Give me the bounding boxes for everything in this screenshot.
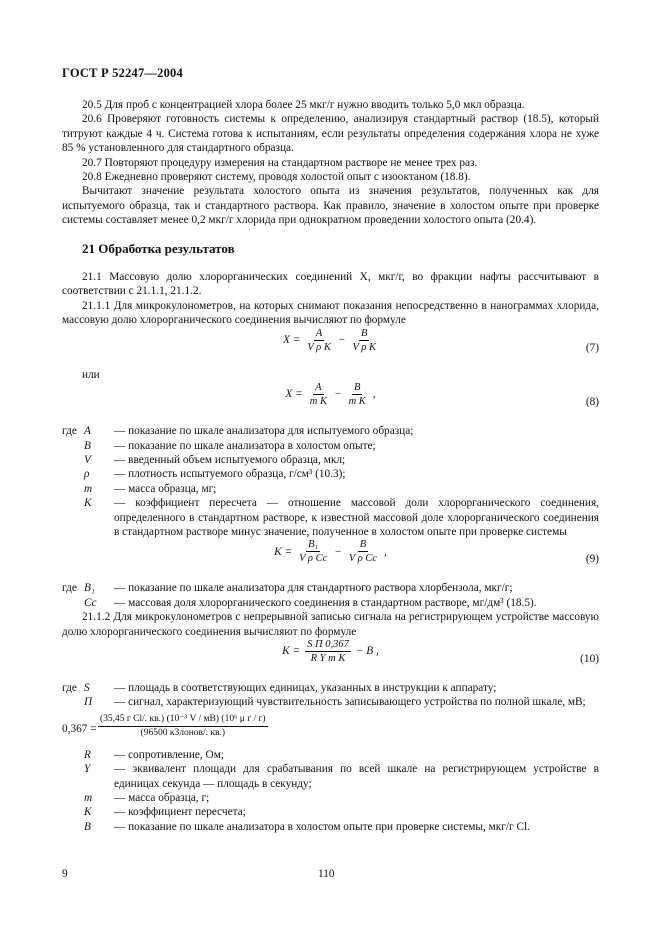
where-word: где (62, 582, 77, 595)
definition-text: — сигнал, характеризующий чувствительность записывающего устройства по полной шкале, мВ; (114, 696, 586, 709)
formula-constant-0367 (62, 712, 599, 746)
definition-symbol (62, 681, 114, 695)
fraction (305, 328, 333, 353)
definition-item (62, 748, 599, 762)
formula-10 (62, 639, 599, 679)
fraction (305, 639, 351, 664)
symbol: Cс (84, 596, 97, 609)
definition-item (62, 439, 599, 453)
denominator: V ρ K (307, 341, 331, 353)
definition-text: — показание по шкале анализатора для стандартного раствора хлорбензола, мкг/г; (114, 582, 513, 595)
symbol: V (84, 453, 91, 466)
numerator: B (361, 327, 368, 339)
or-word: или (82, 368, 100, 381)
formula-tail: , (372, 388, 376, 401)
definition-text: — масса образца, г; (114, 792, 210, 804)
formula-lhs: X = (282, 333, 301, 346)
paragraph: 20.8 Ежедневно проверяют систему, проводя холостой опыт с изооктаном (18.8). (82, 171, 471, 184)
symbol: m (84, 482, 93, 495)
formula-number: (9) (585, 553, 599, 566)
operator: − (334, 545, 342, 558)
symbol: S (84, 681, 90, 694)
definition-text: — эквивалент площади для срабатывания по всей шкале на регистрирующем устройстве в единицах секунда — площадь в секунду; (114, 763, 599, 790)
definition-item (62, 482, 599, 496)
definition-symbol (62, 805, 114, 819)
definition-item (62, 453, 599, 467)
formula-lhs: K = (282, 645, 301, 658)
symbol: B₁ (84, 582, 95, 595)
section-title: 21 Обработка результатов (82, 240, 235, 256)
definitions-list-3 (62, 681, 599, 710)
symbol: Y (84, 763, 91, 776)
symbol: R (84, 748, 91, 761)
numerator: B (353, 382, 361, 394)
paragraph: 20.7 Повторяют процедуру измерения на стандартном растворе не менее трех раз. (82, 156, 478, 169)
symbol: B (84, 439, 91, 452)
formula-lhs: 0,367 = (62, 722, 97, 735)
fraction (98, 714, 268, 739)
fraction (350, 328, 378, 353)
symbol: A (84, 425, 91, 438)
definition-text: — показание по шкале анализатора в холостом опыте при проверке системы, мкг/г Cl. (114, 820, 531, 833)
definition-text: — плотность испытуемого образца, г/см³ (10.3); (114, 468, 346, 481)
formula-number: (8) (585, 395, 599, 408)
formula-number: (10) (580, 652, 599, 665)
definition-symbol (62, 791, 114, 805)
definition-symbol (62, 695, 114, 709)
top-paragraphs (62, 98, 599, 228)
numerator: B (359, 539, 367, 551)
definition-symbol (62, 424, 114, 438)
formula-7 (62, 328, 599, 368)
definition-symbol (62, 820, 114, 834)
numerator: A (315, 327, 323, 339)
numerator: B₁ (308, 539, 319, 551)
formula-8 (62, 382, 599, 422)
definition-symbol (62, 581, 114, 595)
paragraph: Вычитают значение результата холостого опыта из значения результатов, полученных как для испытуемого образца, так и стандартного раствора. Как правило, значение в холостом опыте при проверке системы составляет менее 0,2 мкг/г хлорида при однократном проведении холостого опыта (20.4). (62, 185, 599, 227)
fraction (347, 539, 379, 564)
where-word: где (62, 681, 77, 694)
definition-item (62, 695, 599, 709)
numerator: A (315, 382, 322, 394)
definition-text: — масса образца, мг; (114, 482, 217, 495)
definition-item (62, 496, 599, 539)
symbol: B (84, 820, 91, 833)
operator: − (333, 388, 342, 401)
fraction (347, 382, 368, 407)
symbol: K (84, 806, 92, 819)
denominator: R Y m K (310, 652, 346, 664)
standard-code-header: ГОСТ Р 52247—2004 (62, 66, 183, 80)
paragraph-21-1: 21.1 Массовую долю хлорорганических соединений X, мкг/г, во фракции нафты рассчитывают в соответствии с 21.1.1, 21.1.2. (62, 271, 599, 298)
definition-text: — введенный объем испытуемого образца, мкл; (114, 453, 346, 466)
denominator: V ρ Cс (348, 553, 378, 565)
definition-item (62, 762, 599, 791)
operator: − (337, 333, 346, 346)
denominator: m K (348, 396, 366, 408)
page-number-left: 9 (62, 868, 68, 880)
symbol: П (84, 696, 93, 709)
definitions-list-2 (62, 581, 599, 610)
document-body (62, 98, 599, 834)
denominator: V ρ K (352, 341, 377, 353)
definition-symbol (62, 482, 114, 496)
formula-9 (62, 539, 599, 579)
symbol: ρ (84, 468, 90, 481)
definition-text: — коэффициент пересчета; (114, 806, 246, 819)
definition-item (62, 424, 599, 438)
definition-text: — массовая доля хлорорганического соединения в стандартном растворе, мг/дм³ (18.5). (114, 596, 537, 609)
definition-text: — показание по шкале анализатора для испытуемого образца; (114, 425, 414, 438)
definition-text: — площадь в соответствующих единицах, указанных в инструкции к аппарату; (114, 681, 497, 694)
denominator: V ρ Cс (299, 553, 328, 565)
formula-number: (7) (585, 341, 599, 354)
paragraph-21-1-1: 21.1.1 Для микрокулонометров, на которых снимают показания непосредственно в нанограммах хлорида, массовую долю хлорорганического соединения вычисляют по формуле (62, 299, 599, 327)
definition-item (62, 581, 599, 595)
definitions-list-1 (62, 424, 599, 539)
where-word: где (62, 425, 77, 438)
definition-symbol (62, 439, 114, 453)
definition-symbol (62, 762, 114, 791)
fraction (308, 382, 329, 407)
symbol: m (84, 792, 93, 804)
formula-tail: , (384, 545, 387, 558)
operator: − B , (355, 645, 379, 658)
definition-item (62, 791, 599, 805)
definition-symbol (62, 748, 114, 762)
definition-item (62, 596, 599, 610)
paragraph: 20.6 Проверяют готовность системы к определению, анализируя стандартный раствор (18.5), который титруют каждые 4 ч. Система готова к испытаниям, если результаты определения содержания хлора не хуже 85 % установленного для стандартного образца. (62, 113, 599, 155)
definition-text: — показание по шкале анализатора в холостом опыте; (114, 439, 376, 452)
definitions-list-4 (62, 748, 599, 834)
definition-item (62, 820, 599, 834)
definition-symbol (62, 467, 114, 481)
numerator: S П 0,367 (307, 638, 349, 650)
numerator: (35,45 г Cl/. кв.) (10⁻³ V / мВ) (10⁶ μ г / г) (98, 714, 268, 727)
page-number-center: 110 (318, 868, 335, 880)
definition-symbol (62, 596, 114, 610)
definition-symbol (62, 496, 114, 539)
definition-text: — коэффициент пересчета — отношение массовой доли хлорорганического соединения, определенного в стандартном растворе, к известной массовой доле хлорорганического соединения в стандартном растворе минус значение, полученное в холостом опыте при проверке системы (114, 497, 599, 538)
definition-text: — сопротивление, Ом; (114, 748, 224, 761)
definition-symbol (62, 453, 114, 467)
fraction (297, 539, 329, 564)
denominator: (96500 к3лонов/. кв.) (140, 727, 226, 738)
denominator: m K (309, 396, 327, 408)
symbol: K (84, 497, 92, 510)
paragraph-21-1-2: 21.1.2 Для микрокулонометров с непрерывной записью сигнала на регистрирующем устройстве массовую долю хлорорганического соединения вычисляют по формуле (62, 611, 599, 638)
definition-item (62, 805, 599, 819)
formula-lhs: X = (285, 388, 303, 401)
definition-item (62, 681, 599, 695)
formula-lhs: K = (274, 545, 293, 558)
definition-item (62, 467, 599, 481)
paragraph: 20.5 Для проб с концентрацией хлора более 25 мкг/г нужно вводить только 5,0 мкл образца. (82, 99, 525, 111)
